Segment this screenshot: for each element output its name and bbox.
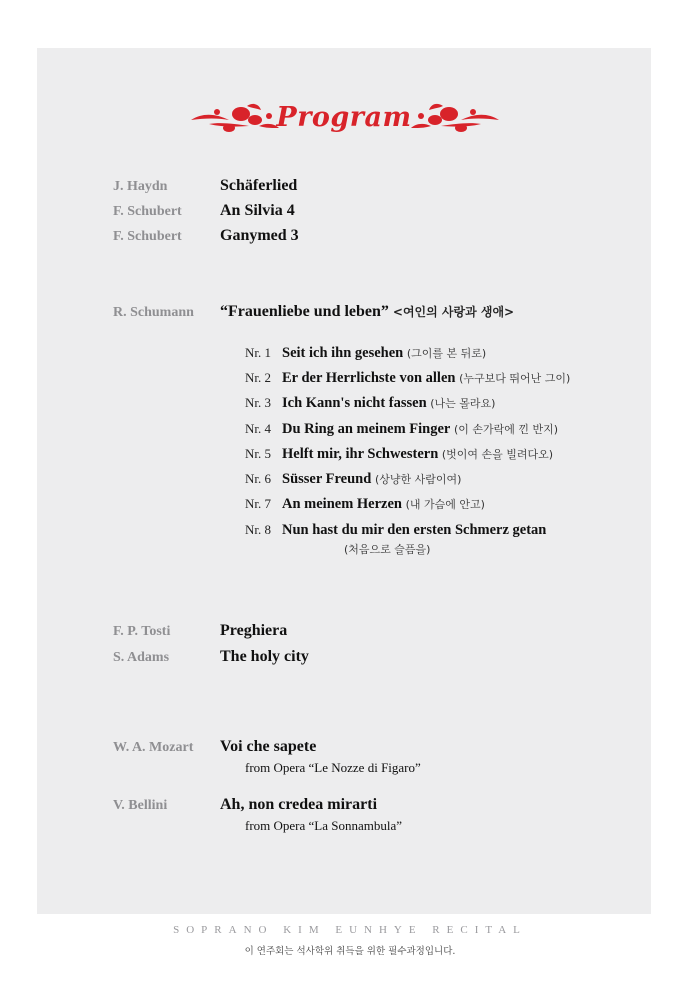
song-item xyxy=(245,345,486,362)
song-number: Nr. 5 xyxy=(245,446,271,461)
song-title: Nun hast du mir den ersten Schmerz getan xyxy=(282,522,547,538)
piece-title: Ah, non credea mirarti xyxy=(220,796,378,813)
composer-name: F. P. Tosti xyxy=(113,624,171,639)
right-floral-ornament-icon xyxy=(409,100,501,136)
song-number: Nr. 3 xyxy=(245,395,271,410)
song-item xyxy=(245,395,495,412)
song-title: Er der Herrlichste von allen xyxy=(282,370,456,386)
cycle-title-korean: <여인의 사랑과 생애> xyxy=(392,305,515,319)
composer-name: J. Haydn xyxy=(113,179,168,194)
song-item xyxy=(245,522,546,539)
piece-title: An Silvia 4 xyxy=(220,202,295,219)
cycle-title xyxy=(220,303,514,321)
song-title: An meinem Herzen xyxy=(282,496,402,512)
recital-note: 이 연주회는 석사학위 취득을 위한 필수과정입니다. xyxy=(244,946,456,957)
song-number: Nr. 6 xyxy=(245,471,271,486)
song-korean: (처음으로 슬픔을) xyxy=(344,543,431,556)
program-panel xyxy=(37,48,651,914)
piece-title: Schäferlied xyxy=(220,177,298,194)
program-header xyxy=(37,100,651,136)
composer-name: V. Bellini xyxy=(113,798,168,813)
song-item xyxy=(245,370,570,387)
song-korean: (벗이여 손을 빌려다오) xyxy=(441,448,554,461)
song-number: Nr. 8 xyxy=(245,522,271,537)
piece-title: Ganymed 3 xyxy=(220,227,299,244)
song-title: Süsser Freund xyxy=(282,471,372,487)
recital-footer: SOPRANO KIM EUNHYE RECITAL xyxy=(173,924,527,936)
song-title: Du Ring an meinem Finger xyxy=(282,421,451,437)
piece-title: Preghiera xyxy=(220,622,288,639)
composer-name: F. Schubert xyxy=(113,229,182,244)
song-title: Seit ich ihn gesehen xyxy=(282,345,404,361)
composer-name: F. Schubert xyxy=(113,204,182,219)
composer-name: W. A. Mozart xyxy=(113,740,194,755)
opera-source: from Opera “Le Nozze di Figaro” xyxy=(245,760,421,775)
song-korean: (내 가슴에 안고) xyxy=(405,498,485,511)
composer-name: R. Schumann xyxy=(113,305,194,320)
song-number: Nr. 2 xyxy=(245,370,271,385)
song-item xyxy=(245,446,553,463)
piece-title: The holy city xyxy=(220,648,309,665)
composer-name: S. Adams xyxy=(113,650,170,665)
song-number: Nr. 1 xyxy=(245,345,271,360)
song-korean: (그이를 본 뒤로) xyxy=(406,347,487,360)
song-item xyxy=(245,421,558,438)
cycle-title-text: “Frauenliebe und leben” xyxy=(220,303,389,320)
song-korean: (나는 몰라요) xyxy=(430,397,496,410)
song-item xyxy=(245,471,461,488)
program-title: Program xyxy=(276,102,412,133)
song-korean: (상냥한 사람이여) xyxy=(374,473,462,486)
opera-source: from Opera “La Sonnambula” xyxy=(245,818,403,833)
song-item xyxy=(245,496,485,513)
song-number: Nr. 4 xyxy=(245,421,271,436)
song-title: Helft mir, ihr Schwestern xyxy=(282,446,439,462)
song-korean: (이 손가락에 낀 반지) xyxy=(453,423,559,436)
song-number: Nr. 7 xyxy=(245,496,271,511)
song-title: Ich Kann's nicht fassen xyxy=(282,395,427,411)
piece-title: Voi che sapete xyxy=(220,738,317,755)
song-korean: (누구보다 뛰어난 그이) xyxy=(459,372,571,385)
